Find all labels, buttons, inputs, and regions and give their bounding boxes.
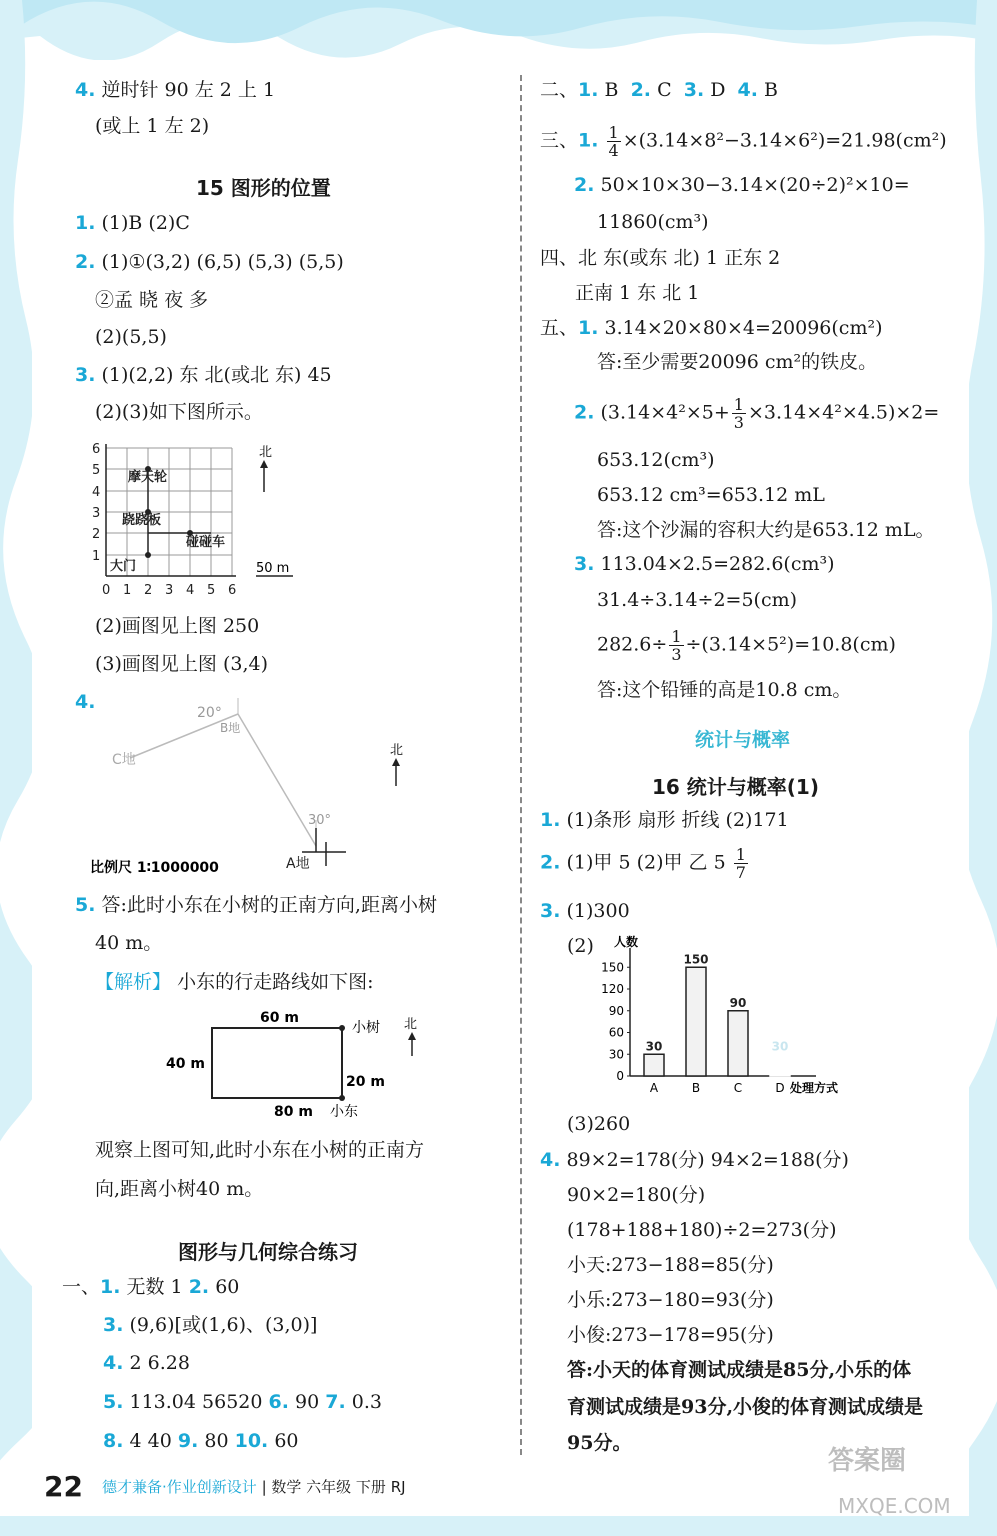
- grid-x-label: 5: [207, 583, 216, 598]
- footer-info: 德才兼备·作业创新设计 | 数学 六年级 下册 RJ: [102, 1478, 406, 1496]
- unit-title: 统计与概率: [695, 729, 791, 751]
- grid-y-label: 1: [92, 549, 101, 564]
- chart-bar: [644, 1054, 664, 1076]
- chart-category-label: B: [691, 1081, 701, 1095]
- part3-q1: 三、1. $\frac{1}{4}$ ×(3.14×8²−3.14×6²)=21.98(cm²): [540, 123, 947, 160]
- grid-x-label: 2: [144, 583, 153, 598]
- s15-q4-label: 4.: [75, 691, 96, 713]
- s16-q4-g: 答:小天的体育测试成绩是85分,小乐的体: [567, 1359, 912, 1381]
- s16-q4-e: 小乐:273−180=93(分): [567, 1289, 774, 1311]
- chart-y-tick-label: 90: [608, 1003, 624, 1018]
- s16-q4-d: 小天:273−188=85(分): [567, 1254, 774, 1276]
- left-border: [0, 0, 32, 1536]
- chart-data-label: 30: [645, 1039, 663, 1054]
- part5-q3-d: 答:这个铅锤的高是10.8 cm。: [597, 679, 852, 701]
- grid-x-label: 4: [186, 583, 195, 598]
- s16-q2: 2. (1)甲 5 (2)甲 乙 5 $\frac{1}{7}$: [540, 845, 746, 882]
- map-c-label: C地: [112, 752, 136, 768]
- chart-y-tick-label: 30: [608, 1047, 624, 1062]
- chart-y-tick-label: 120: [601, 982, 624, 996]
- route-right-length: 20 m: [346, 1074, 385, 1090]
- column-divider: [520, 75, 522, 1455]
- q4-alt-answer: (或上 1 左 2): [95, 115, 210, 137]
- route-tree-label: 小树: [352, 1020, 380, 1036]
- s16-q4-h: 育测试成绩是93分,小俊的体育测试成绩是: [567, 1396, 924, 1418]
- grid-x-label: 0: [102, 583, 111, 598]
- chart-y-tick-label: 60: [608, 1025, 624, 1040]
- part3-q2-a: 2. 50×10×30−3.14×(20÷2)²×10=: [574, 174, 910, 196]
- map-angle-20: 20°: [197, 705, 222, 721]
- s16-q3-c: (3)260: [567, 1113, 631, 1135]
- page-number: 22: [44, 1470, 83, 1503]
- chart-category-label: D: [775, 1081, 785, 1095]
- part5-q2-b: 653.12(cm³): [597, 449, 715, 471]
- grid-x-label: 3: [165, 583, 174, 598]
- grid-y-label: 3: [92, 506, 101, 521]
- s15-q3-c: (2)画图见上图 250: [95, 615, 260, 637]
- part5-q3-a: 3. 113.04×2.5=282.6(cm³): [574, 553, 835, 575]
- s15-q2-b: ②孟 晓 夜 多: [95, 289, 209, 311]
- s16-q4-f: 小俊:273−178=95(分): [567, 1324, 774, 1346]
- fraction-1-3: $\frac{1}{3}$: [671, 627, 682, 664]
- grid-place-gate: 大门: [110, 559, 137, 574]
- geo-q5-q7: 5. 113.04 56520 6. 90 7. 0.3: [103, 1391, 382, 1413]
- geo-q1-q2: 一、1. 无数 1 2. 60: [62, 1276, 240, 1298]
- part5-q3-c: 282.6÷ $\frac{1}{3}$ ÷(3.14×5²)=10.8(cm): [597, 627, 896, 664]
- s15-q3-a: 3. (1)(2,2) 东 北(或北 东) 45: [75, 364, 332, 386]
- grid-place-ferris-wheel: 摩天轮: [128, 470, 168, 485]
- part5-q2-d: 答:这个沙漏的容积大约是653.12 mL。: [597, 519, 935, 541]
- route-top-length: 60 m: [260, 1010, 299, 1026]
- chart-category-label: A: [649, 1081, 659, 1095]
- chart-x-axis-label: 处理方式: [790, 1081, 839, 1095]
- section-16-title: 16 统计与概率(1): [652, 775, 819, 799]
- s15-q2-c: (2)(5,5): [95, 326, 167, 348]
- s15-q2-a: 2. (1)①(3,2) (6,5) (5,3) (5,5): [75, 251, 344, 273]
- watermark-logo: 答案圈: [828, 1446, 907, 1476]
- part5-q1-b: 答:至少需要20096 cm²的铁皮。: [597, 351, 878, 373]
- s15-q1: 1. (1)B (2)C: [75, 212, 190, 234]
- geo-q4: 4. 2 6.28: [103, 1352, 190, 1374]
- grid-place-bumper-car: 碰碰车: [186, 535, 226, 550]
- geo-q8-q10: 8. 4 40 9. 80 10. 60: [103, 1430, 299, 1452]
- chart-data-label: 150: [683, 952, 709, 967]
- chart-category-label: C: [733, 1081, 743, 1095]
- grid-place-seesaw: 跷跷板: [122, 513, 162, 528]
- north-label: 北: [259, 445, 273, 460]
- part4-a: 四、北 东(或东 北) 1 正东 2: [540, 247, 781, 269]
- map-b-label: B地: [220, 721, 241, 735]
- chart-bar: [728, 1011, 748, 1076]
- s16-q4-a: 4. 89×2=178(分) 94×2=188(分): [540, 1149, 849, 1171]
- footer-brand: 德才兼备·作业创新设计: [102, 1478, 257, 1496]
- s16-q3-a: 3. (1)300: [540, 900, 630, 922]
- grid-x-label: 1: [123, 583, 132, 598]
- s16-q4-c: (178+188+180)÷2=273(分): [567, 1219, 837, 1241]
- chart-data-label: 30: [771, 1039, 789, 1054]
- bar-chart: [596, 930, 866, 1102]
- analysis-tag: 【解析】: [95, 971, 172, 993]
- map-north-label: 北: [390, 743, 404, 758]
- right-border: [969, 0, 997, 1536]
- part4-b: 正南 1 东 北 1: [575, 282, 700, 304]
- part5-q1-a: 五、1. 3.14×20×80×4=20096(cm²): [540, 317, 883, 339]
- s15-q3-d: (3)画图见上图 (3,4): [95, 653, 268, 675]
- map-a-label: A地: [286, 856, 310, 872]
- part3-q2-b: 11860(cm³): [597, 211, 709, 233]
- chart-y-tick-label: 0: [616, 1069, 624, 1083]
- s16-q3-b: (2): [567, 935, 594, 957]
- bottom-border: [0, 1516, 997, 1536]
- route-figure: [150, 1004, 440, 1122]
- map-figure: [90, 696, 420, 880]
- geo-q3: 3. (9,6)[或(1,6)、(3,0)]: [103, 1314, 318, 1336]
- section-geometry-title: 图形与几何综合练习: [178, 1240, 358, 1264]
- grid-y-label: 2: [92, 527, 101, 542]
- s15-q5-c: 观察上图可知,此时小东在小树的正南方: [95, 1139, 425, 1161]
- chart-bar: [770, 1054, 790, 1076]
- section-15-title: 15 图形的位置: [196, 176, 331, 200]
- grid-y-label: 5: [92, 463, 101, 478]
- top-border: [0, 0, 997, 60]
- chart-y-tick-label: 150: [601, 960, 624, 975]
- watermark-url: MXQE.COM: [838, 1494, 951, 1518]
- s15-q3-b: (2)(3)如下图所示。: [95, 401, 263, 423]
- route-dong-label: 小东: [330, 1104, 358, 1120]
- route-north-label: 北: [404, 1017, 418, 1032]
- s16-q1: 1. (1)条形 扇形 折线 (2)171: [540, 809, 789, 831]
- scale-label: 50 m: [256, 561, 290, 576]
- position-grid-figure: [86, 436, 316, 602]
- route-bottom-length: 80 m: [274, 1104, 313, 1120]
- s16-q4-b: 90×2=180(分): [567, 1184, 706, 1206]
- chart-y-axis-label: 人数: [614, 935, 639, 949]
- route-left-length: 40 m: [166, 1056, 205, 1072]
- part5-q2-c: 653.12 cm³=653.12 mL: [597, 484, 825, 506]
- fraction-1-3: $\frac{1}{3}$: [733, 395, 744, 432]
- part2-answers: 二、1. B 2. C 3. D 4. B: [540, 79, 779, 101]
- grid-x-label: 6: [228, 583, 237, 598]
- fraction-1-4: $\frac{1}{4}$: [608, 123, 619, 160]
- part5-q3-b: 31.4÷3.14÷2=5(cm): [597, 589, 798, 611]
- s15-q5-b: 40 m。: [95, 932, 163, 954]
- s15-q5-d: 向,距离小树40 m。: [95, 1178, 264, 1200]
- grid-y-label: 6: [92, 442, 101, 457]
- grid-y-label: 4: [92, 485, 101, 500]
- chart-data-label: 90: [729, 995, 747, 1010]
- map-angle-30: 30°: [308, 813, 332, 828]
- s16-q4-i: 95分。: [567, 1432, 632, 1454]
- q4-answer: 4. 逆时针 90 左 2 上 1: [75, 79, 276, 101]
- map-scale: 比例尺 1∶1000000: [90, 860, 219, 876]
- part5-q2-a: 2. (3.14×4²×5+ $\frac{1}{3}$ ×3.14×4²×4.5)×2=: [574, 395, 940, 432]
- analysis-line: 【解析】 小东的行走路线如下图:: [95, 971, 374, 993]
- chart-bar: [686, 967, 706, 1076]
- s15-q5-a: 5. 答:此时小东在小树的正南方向,距离小树: [75, 894, 437, 916]
- fraction-1-7: $\frac{1}{7}$: [735, 845, 746, 882]
